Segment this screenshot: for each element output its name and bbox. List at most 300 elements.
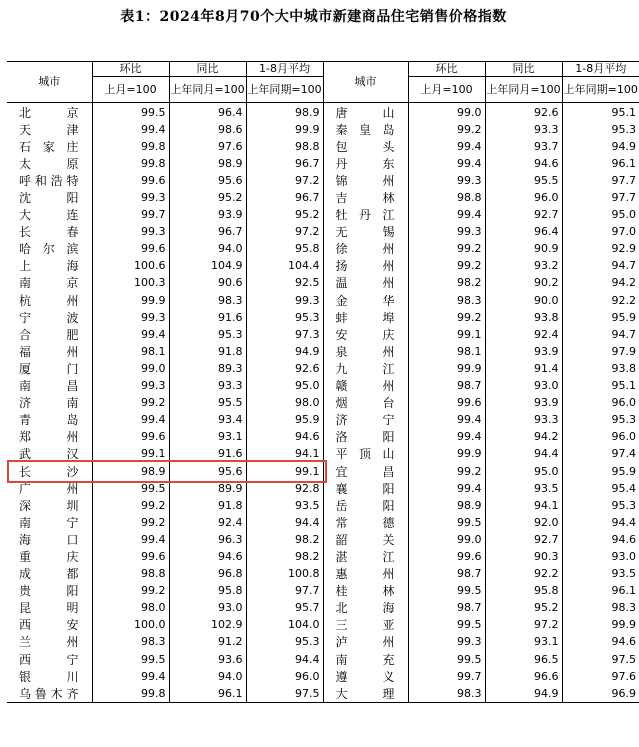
left-city-cell: 宁波 bbox=[7, 309, 92, 326]
right-city-cell: 湛江 bbox=[323, 548, 408, 565]
right-avg-cell: 96.1 bbox=[611, 584, 636, 598]
left-yoy-cell: 89.3 bbox=[169, 360, 246, 377]
avg-header-right: 1-8月平均 bbox=[562, 62, 639, 77]
right-mom-cell: 99.5 bbox=[408, 583, 485, 600]
table-row bbox=[7, 463, 639, 480]
right-mom-cell: 99.3 bbox=[408, 224, 485, 241]
left-avg-cell: 98.0 bbox=[246, 395, 323, 412]
left-mom-cell: 99.9 bbox=[92, 292, 169, 309]
left-avg-cell: 104.0 bbox=[246, 617, 323, 634]
right-yoy-cell: 97.2 bbox=[485, 617, 562, 634]
right-mom-cell: 99.0 bbox=[408, 103, 485, 122]
right-yoy-cell: 94.4 bbox=[485, 446, 562, 463]
table-row bbox=[7, 446, 639, 463]
left-avg-cell: 97.7 bbox=[246, 583, 323, 600]
city-header-right: 城市 bbox=[323, 62, 408, 103]
left-mom-cell: 99.5 bbox=[92, 480, 169, 497]
right-yoy-cell: 93.1 bbox=[485, 634, 562, 651]
left-city-cell: 厦门 bbox=[7, 360, 92, 377]
right-avg-cell: 94.7 bbox=[611, 259, 636, 273]
left-city-cell: 杭州 bbox=[7, 292, 92, 309]
right-avg-cell: 99.9 bbox=[611, 618, 636, 632]
right-yoy-cell: 93.3 bbox=[485, 412, 562, 429]
left-mom-cell: 99.3 bbox=[92, 309, 169, 326]
left-mom-cell: 99.2 bbox=[92, 583, 169, 600]
right-avg-cell: 94.6 bbox=[611, 532, 636, 546]
left-mom-cell: 99.4 bbox=[92, 531, 169, 548]
left-city-cell: 上海 bbox=[7, 258, 92, 275]
yoy-header-left: 同比 bbox=[169, 62, 246, 77]
right-mom-cell: 98.8 bbox=[408, 189, 485, 206]
left-avg-cell: 95.3 bbox=[246, 634, 323, 651]
left-avg-cell: 95.2 bbox=[246, 207, 323, 224]
left-yoy-cell: 95.6 bbox=[169, 463, 246, 480]
right-mom-cell: 99.9 bbox=[408, 360, 485, 377]
right-mom-cell: 98.7 bbox=[408, 566, 485, 583]
right-yoy-cell: 90.2 bbox=[485, 275, 562, 292]
right-mom-cell: 98.2 bbox=[408, 275, 485, 292]
right-city-cell: 岳阳 bbox=[323, 497, 408, 514]
left-yoy-cell: 97.6 bbox=[169, 138, 246, 155]
right-avg-cell: 95.9 bbox=[611, 464, 636, 478]
right-avg-cell: 95.0 bbox=[611, 208, 636, 222]
left-yoy-cell: 96.1 bbox=[169, 685, 246, 703]
right-city-cell: 徐州 bbox=[323, 241, 408, 258]
right-city-cell: 吉林 bbox=[323, 189, 408, 206]
left-mom-cell: 100.6 bbox=[92, 258, 169, 275]
right-city-cell: 蚌埠 bbox=[323, 309, 408, 326]
left-yoy-cell: 95.8 bbox=[169, 583, 246, 600]
left-mom-cell: 99.4 bbox=[92, 412, 169, 429]
right-yoy-cell: 93.0 bbox=[485, 378, 562, 395]
right-avg-cell: 94.9 bbox=[611, 139, 636, 153]
right-city-cell: 安庆 bbox=[323, 326, 408, 343]
left-avg-cell: 104.4 bbox=[246, 258, 323, 275]
left-avg-cell: 96.7 bbox=[246, 189, 323, 206]
right-avg-cell: 94.6 bbox=[611, 635, 636, 649]
right-mom-cell: 99.3 bbox=[408, 172, 485, 189]
right-city-cell: 桂林 bbox=[323, 583, 408, 600]
right-avg-cell: 94.4 bbox=[611, 515, 636, 529]
left-avg-cell: 97.5 bbox=[246, 685, 323, 703]
left-avg-cell: 97.2 bbox=[246, 224, 323, 241]
mom-base-right: 上月=100 bbox=[408, 77, 485, 103]
right-mom-cell: 99.5 bbox=[408, 514, 485, 531]
left-yoy-cell: 93.0 bbox=[169, 600, 246, 617]
right-mom-cell: 99.4 bbox=[408, 480, 485, 497]
right-yoy-cell: 93.9 bbox=[485, 343, 562, 360]
table-row bbox=[7, 685, 639, 703]
left-city-cell: 青岛 bbox=[7, 412, 92, 429]
left-mom-cell: 99.0 bbox=[92, 360, 169, 377]
left-yoy-cell: 94.0 bbox=[169, 241, 246, 258]
right-city-cell: 平顶山 bbox=[323, 446, 408, 463]
left-mom-cell: 99.6 bbox=[92, 429, 169, 446]
right-yoy-cell: 94.6 bbox=[485, 155, 562, 172]
right-mom-cell: 98.7 bbox=[408, 600, 485, 617]
left-avg-cell: 98.2 bbox=[246, 548, 323, 565]
left-avg-cell: 98.9 bbox=[246, 103, 323, 122]
right-yoy-cell: 92.6 bbox=[485, 103, 562, 122]
right-mom-cell: 98.9 bbox=[408, 497, 485, 514]
right-mom-cell: 99.0 bbox=[408, 531, 485, 548]
left-avg-cell: 95.3 bbox=[246, 309, 323, 326]
table-row bbox=[7, 138, 639, 155]
table-row bbox=[7, 566, 639, 583]
right-avg-cell: 97.7 bbox=[611, 191, 636, 205]
table-row bbox=[7, 617, 639, 634]
left-city-cell: 天津 bbox=[7, 121, 92, 138]
right-mom-cell: 99.4 bbox=[408, 155, 485, 172]
left-yoy-cell: 93.3 bbox=[169, 378, 246, 395]
right-city-cell: 襄阳 bbox=[323, 480, 408, 497]
right-mom-cell: 98.3 bbox=[408, 292, 485, 309]
left-city-cell: 海口 bbox=[7, 531, 92, 548]
table-row bbox=[7, 207, 639, 224]
left-city-cell: 西宁 bbox=[7, 651, 92, 668]
left-avg-cell: 96.0 bbox=[246, 668, 323, 685]
left-city-cell: 济南 bbox=[7, 395, 92, 412]
right-city-cell: 秦皇岛 bbox=[323, 121, 408, 138]
table-row bbox=[7, 514, 639, 531]
left-avg-cell: 93.5 bbox=[246, 497, 323, 514]
table-row bbox=[7, 258, 639, 275]
left-avg-cell: 95.0 bbox=[246, 378, 323, 395]
left-city-cell: 呼和浩特 bbox=[7, 172, 92, 189]
right-city-cell: 北海 bbox=[323, 600, 408, 617]
yoy-base-left: 上年同月=100 bbox=[169, 77, 246, 103]
left-avg-cell: 99.1 bbox=[246, 463, 323, 480]
mom-header-left: 环比 bbox=[92, 62, 169, 77]
right-yoy-cell: 94.1 bbox=[485, 497, 562, 514]
table-row bbox=[7, 103, 639, 122]
right-yoy-cell: 95.8 bbox=[485, 583, 562, 600]
left-city-cell: 重庆 bbox=[7, 548, 92, 565]
left-yoy-cell: 104.9 bbox=[169, 258, 246, 275]
right-avg-cell: 97.6 bbox=[611, 669, 636, 683]
right-avg-cell: 95.4 bbox=[611, 481, 636, 495]
left-mom-cell: 98.3 bbox=[92, 634, 169, 651]
right-avg-cell: 96.0 bbox=[611, 430, 636, 444]
right-city-cell: 韶关 bbox=[323, 531, 408, 548]
right-yoy-cell: 94.9 bbox=[485, 685, 562, 703]
left-yoy-cell: 95.3 bbox=[169, 326, 246, 343]
left-avg-cell: 97.3 bbox=[246, 326, 323, 343]
left-city-cell: 南京 bbox=[7, 275, 92, 292]
left-avg-cell: 99.3 bbox=[246, 292, 323, 309]
avg-base-right: 上年同期=100 bbox=[563, 82, 638, 96]
left-avg-cell: 94.1 bbox=[246, 446, 323, 463]
yoy-base-right: 上年同月=100 bbox=[485, 77, 562, 103]
right-city-cell: 宜昌 bbox=[323, 463, 408, 480]
left-mom-cell: 99.2 bbox=[92, 395, 169, 412]
price-index-table bbox=[7, 61, 639, 703]
right-mom-cell: 99.2 bbox=[408, 241, 485, 258]
table-row bbox=[7, 224, 639, 241]
table-row bbox=[7, 292, 639, 309]
left-avg-cell: 94.6 bbox=[246, 429, 323, 446]
right-yoy-cell: 92.7 bbox=[485, 531, 562, 548]
right-mom-cell: 99.4 bbox=[408, 207, 485, 224]
right-city-cell: 南充 bbox=[323, 651, 408, 668]
right-city-cell: 包头 bbox=[323, 138, 408, 155]
left-avg-cell: 92.5 bbox=[246, 275, 323, 292]
mom-header-right: 环比 bbox=[408, 62, 485, 77]
left-mom-cell: 99.4 bbox=[92, 121, 169, 138]
left-mom-cell: 100.0 bbox=[92, 617, 169, 634]
left-yoy-cell: 102.9 bbox=[169, 617, 246, 634]
left-city-cell: 南昌 bbox=[7, 378, 92, 395]
left-mom-cell: 99.2 bbox=[92, 514, 169, 531]
right-yoy-cell: 90.0 bbox=[485, 292, 562, 309]
left-mom-cell: 100.3 bbox=[92, 275, 169, 292]
left-city-cell: 银川 bbox=[7, 668, 92, 685]
left-yoy-cell: 96.7 bbox=[169, 224, 246, 241]
table-row bbox=[7, 497, 639, 514]
left-avg-cell: 96.7 bbox=[246, 155, 323, 172]
left-city-cell: 大连 bbox=[7, 207, 92, 224]
right-mom-cell: 99.7 bbox=[408, 668, 485, 685]
left-mom-cell: 99.8 bbox=[92, 138, 169, 155]
right-city-cell: 赣州 bbox=[323, 378, 408, 395]
left-city-cell: 贵阳 bbox=[7, 583, 92, 600]
right-avg-cell: 98.3 bbox=[611, 601, 636, 615]
left-yoy-cell: 92.4 bbox=[169, 514, 246, 531]
left-mom-cell: 98.9 bbox=[92, 463, 169, 480]
left-mom-cell: 99.6 bbox=[92, 241, 169, 258]
right-city-cell: 大理 bbox=[323, 685, 408, 703]
left-yoy-cell: 91.2 bbox=[169, 634, 246, 651]
right-avg-cell: 96.0 bbox=[611, 396, 636, 410]
left-city-cell: 成都 bbox=[7, 566, 92, 583]
city-header-left: 城市 bbox=[7, 62, 92, 103]
right-mom-cell: 98.1 bbox=[408, 343, 485, 360]
mom-base-left: 上月=100 bbox=[92, 77, 169, 103]
right-yoy-cell: 95.0 bbox=[485, 463, 562, 480]
left-yoy-cell: 98.6 bbox=[169, 121, 246, 138]
right-avg-cell: 95.3 bbox=[611, 498, 636, 512]
right-city-cell: 烟台 bbox=[323, 395, 408, 412]
table-row bbox=[7, 395, 639, 412]
left-avg-cell: 95.7 bbox=[246, 600, 323, 617]
left-yoy-cell: 93.9 bbox=[169, 207, 246, 224]
left-city-cell: 兰州 bbox=[7, 634, 92, 651]
right-city-cell: 泸州 bbox=[323, 634, 408, 651]
left-yoy-cell: 93.1 bbox=[169, 429, 246, 446]
left-mom-cell: 99.1 bbox=[92, 446, 169, 463]
right-avg-cell: 95.1 bbox=[611, 379, 636, 393]
right-yoy-cell: 91.4 bbox=[485, 360, 562, 377]
right-yoy-cell: 96.4 bbox=[485, 224, 562, 241]
right-city-cell: 常德 bbox=[323, 514, 408, 531]
right-yoy-cell: 92.0 bbox=[485, 514, 562, 531]
avg-header-left: 1-8月平均 bbox=[246, 62, 323, 77]
left-yoy-cell: 93.4 bbox=[169, 412, 246, 429]
right-yoy-cell: 93.3 bbox=[485, 121, 562, 138]
table-row bbox=[7, 531, 639, 548]
left-city-cell: 武汉 bbox=[7, 446, 92, 463]
left-city-cell: 广州 bbox=[7, 480, 92, 497]
left-city-cell: 福州 bbox=[7, 343, 92, 360]
table-row bbox=[7, 668, 639, 685]
right-yoy-cell: 93.9 bbox=[485, 395, 562, 412]
right-city-cell: 泉州 bbox=[323, 343, 408, 360]
right-yoy-cell: 96.0 bbox=[485, 189, 562, 206]
left-yoy-cell: 94.0 bbox=[169, 668, 246, 685]
left-mom-cell: 99.7 bbox=[92, 207, 169, 224]
left-avg-cell: 92.6 bbox=[246, 360, 323, 377]
left-city-cell: 深圳 bbox=[7, 497, 92, 514]
left-avg-cell: 94.4 bbox=[246, 514, 323, 531]
right-yoy-cell: 93.5 bbox=[485, 480, 562, 497]
table-row bbox=[7, 548, 639, 565]
left-city-cell: 太原 bbox=[7, 155, 92, 172]
left-city-cell: 乌鲁木齐 bbox=[7, 685, 92, 703]
left-city-cell: 哈尔滨 bbox=[7, 241, 92, 258]
table-row bbox=[7, 360, 639, 377]
right-mom-cell: 99.1 bbox=[408, 326, 485, 343]
left-yoy-cell: 90.6 bbox=[169, 275, 246, 292]
left-mom-cell: 99.4 bbox=[92, 668, 169, 685]
left-yoy-cell: 91.8 bbox=[169, 497, 246, 514]
table-row bbox=[7, 634, 639, 651]
table-row bbox=[7, 241, 639, 258]
left-mom-cell: 99.3 bbox=[92, 224, 169, 241]
left-mom-cell: 99.8 bbox=[92, 685, 169, 703]
right-yoy-cell: 93.2 bbox=[485, 258, 562, 275]
table-row bbox=[7, 480, 639, 497]
right-avg-cell: 97.0 bbox=[611, 225, 636, 239]
right-yoy-cell: 96.6 bbox=[485, 668, 562, 685]
right-mom-cell: 99.2 bbox=[408, 309, 485, 326]
table-row bbox=[7, 651, 639, 668]
right-avg-cell: 97.5 bbox=[611, 652, 636, 666]
right-city-cell: 唐山 bbox=[323, 103, 408, 122]
right-city-cell: 锦州 bbox=[323, 172, 408, 189]
right-avg-cell: 96.1 bbox=[611, 156, 636, 170]
right-city-cell: 三亚 bbox=[323, 617, 408, 634]
left-yoy-cell: 93.6 bbox=[169, 651, 246, 668]
right-avg-cell: 94.2 bbox=[611, 276, 636, 290]
left-city-cell: 郑州 bbox=[7, 429, 92, 446]
left-avg-cell: 94.9 bbox=[246, 343, 323, 360]
left-mom-cell: 99.3 bbox=[92, 189, 169, 206]
left-yoy-cell: 98.3 bbox=[169, 292, 246, 309]
left-yoy-cell: 96.3 bbox=[169, 531, 246, 548]
left-mom-cell: 98.8 bbox=[92, 566, 169, 583]
left-avg-cell: 95.8 bbox=[246, 241, 323, 258]
right-mom-cell: 99.4 bbox=[408, 138, 485, 155]
left-avg-cell: 99.9 bbox=[246, 121, 323, 138]
right-avg-cell: 95.3 bbox=[611, 122, 636, 136]
left-yoy-cell: 95.2 bbox=[169, 189, 246, 206]
right-mom-cell: 99.2 bbox=[408, 258, 485, 275]
right-yoy-cell: 92.4 bbox=[485, 326, 562, 343]
right-city-cell: 九江 bbox=[323, 360, 408, 377]
avg-base-left: 上年同期=100 bbox=[246, 77, 323, 103]
right-city-cell: 无锡 bbox=[323, 224, 408, 241]
right-avg-cell: 94.7 bbox=[611, 327, 636, 341]
left-yoy-cell: 91.6 bbox=[169, 309, 246, 326]
table-row bbox=[7, 326, 639, 343]
left-avg-cell: 95.9 bbox=[246, 412, 323, 429]
table-row bbox=[7, 343, 639, 360]
right-mom-cell: 98.7 bbox=[408, 378, 485, 395]
right-city-cell: 济宁 bbox=[323, 412, 408, 429]
right-avg-cell: 97.9 bbox=[611, 344, 636, 358]
right-mom-cell: 99.9 bbox=[408, 446, 485, 463]
right-avg-cell: 97.4 bbox=[611, 447, 636, 461]
right-yoy-cell: 90.3 bbox=[485, 548, 562, 565]
left-mom-cell: 99.3 bbox=[92, 378, 169, 395]
left-yoy-cell: 89.9 bbox=[169, 480, 246, 497]
right-city-cell: 温州 bbox=[323, 275, 408, 292]
right-city-cell: 惠州 bbox=[323, 566, 408, 583]
table-row bbox=[7, 583, 639, 600]
right-avg-cell: 93.8 bbox=[611, 361, 636, 375]
left-yoy-cell: 94.6 bbox=[169, 548, 246, 565]
right-mom-cell: 99.4 bbox=[408, 429, 485, 446]
left-avg-cell: 92.8 bbox=[246, 480, 323, 497]
right-city-cell: 遵义 bbox=[323, 668, 408, 685]
table-row bbox=[7, 189, 639, 206]
left-avg-cell: 97.2 bbox=[246, 172, 323, 189]
table-row bbox=[7, 378, 639, 395]
right-mom-cell: 99.6 bbox=[408, 395, 485, 412]
right-yoy-cell: 95.5 bbox=[485, 172, 562, 189]
left-mom-cell: 99.4 bbox=[92, 326, 169, 343]
right-city-cell: 丹东 bbox=[323, 155, 408, 172]
left-mom-cell: 98.1 bbox=[92, 343, 169, 360]
right-yoy-cell: 92.2 bbox=[485, 566, 562, 583]
left-yoy-cell: 96.4 bbox=[169, 103, 246, 122]
right-avg-cell: 97.7 bbox=[611, 173, 636, 187]
left-city-cell: 北京 bbox=[7, 103, 92, 122]
left-yoy-cell: 91.8 bbox=[169, 343, 246, 360]
table-row bbox=[7, 600, 639, 617]
table-row bbox=[7, 309, 639, 326]
right-yoy-cell: 96.5 bbox=[485, 651, 562, 668]
left-city-cell: 南宁 bbox=[7, 514, 92, 531]
left-city-cell: 沈阳 bbox=[7, 189, 92, 206]
right-city-cell: 洛阳 bbox=[323, 429, 408, 446]
right-mom-cell: 99.6 bbox=[408, 548, 485, 565]
right-city-cell: 牡丹江 bbox=[323, 207, 408, 224]
yoy-header-right: 同比 bbox=[485, 62, 562, 77]
left-mom-cell: 99.2 bbox=[92, 497, 169, 514]
right-yoy-cell: 95.2 bbox=[485, 600, 562, 617]
left-city-cell: 石家庄 bbox=[7, 138, 92, 155]
left-yoy-cell: 96.8 bbox=[169, 566, 246, 583]
left-city-cell: 长春 bbox=[7, 224, 92, 241]
left-mom-cell: 99.5 bbox=[92, 651, 169, 668]
right-mom-cell: 99.4 bbox=[408, 412, 485, 429]
left-mom-cell: 99.5 bbox=[92, 103, 169, 122]
left-city-cell: 昆明 bbox=[7, 600, 92, 617]
right-mom-cell: 99.3 bbox=[408, 634, 485, 651]
right-mom-cell: 99.2 bbox=[408, 463, 485, 480]
left-yoy-cell: 95.5 bbox=[169, 395, 246, 412]
right-avg-cell: 95.3 bbox=[611, 413, 636, 427]
right-yoy-cell: 93.8 bbox=[485, 309, 562, 326]
table-row bbox=[7, 121, 639, 138]
left-city-cell: 长沙 bbox=[7, 463, 92, 480]
left-yoy-cell: 91.6 bbox=[169, 446, 246, 463]
right-yoy-cell: 93.7 bbox=[485, 138, 562, 155]
left-avg-cell: 98.8 bbox=[246, 138, 323, 155]
right-avg-cell: 96.9 bbox=[611, 686, 636, 700]
left-avg-cell: 94.4 bbox=[246, 651, 323, 668]
